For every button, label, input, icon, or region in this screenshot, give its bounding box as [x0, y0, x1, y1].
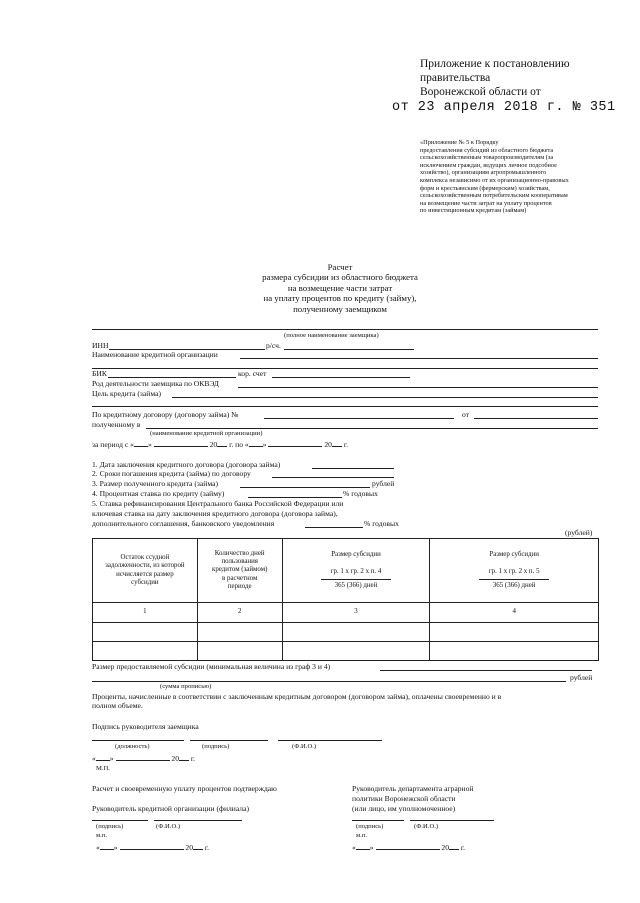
- reference-line: хозяйство), организациям агропромышленного: [420, 169, 547, 177]
- subsidy-amount-field[interactable]: [380, 670, 592, 671]
- amount-in-words-field[interactable]: [92, 681, 566, 682]
- table-cell[interactable]: [282, 623, 430, 642]
- borrower-date: « » 20 г.: [92, 754, 196, 763]
- year-prefix: 20: [209, 440, 218, 449]
- dept-head-line-3: (или лицо, им уполномоченное): [352, 804, 456, 813]
- item-5-unit: % годовых: [364, 519, 399, 528]
- credit-org-label: Наименование кредитной организации: [92, 350, 218, 359]
- item-3: 3. Размер полученного кредита (займа): [92, 479, 219, 488]
- table-header-row: [93, 539, 599, 603]
- reference-line: по инвестиционным кредитам (займам): [420, 207, 527, 215]
- table-cell[interactable]: [430, 623, 599, 642]
- bank-fio-caption: (Ф.И.О.): [156, 823, 181, 830]
- title-line: размера субсидии из областного бюджета: [262, 272, 418, 283]
- period-prefix: за период с «: [92, 440, 134, 449]
- reference-line: исключением граждан, ведущих личное подсобное: [420, 161, 557, 169]
- position-caption: (должность): [115, 743, 150, 750]
- table-cell[interactable]: [197, 642, 282, 661]
- date-year-field[interactable]: [449, 849, 459, 850]
- bik-label: БИК: [92, 369, 107, 378]
- received-field[interactable]: [146, 428, 598, 429]
- received-label: полученному в: [92, 420, 141, 429]
- table-col-number: 3: [282, 603, 430, 623]
- reference-line: комплекса независимо от их организационно-правовых: [420, 176, 569, 184]
- date-year-field[interactable]: [193, 849, 203, 850]
- period-end-month[interactable]: [268, 446, 322, 447]
- period-end-day[interactable]: [249, 446, 263, 447]
- date-year-field[interactable]: [179, 760, 189, 761]
- reference-line: сельскохозяйственным потребительским кооперативам: [420, 192, 568, 200]
- table-unit: (рублей): [565, 528, 593, 537]
- item-5-line-3: дополнительного соглашения, банковского уведомления: [92, 519, 275, 528]
- dept-date: « » 20 г.: [352, 843, 466, 852]
- table-cell[interactable]: [282, 642, 430, 661]
- header-line-1: Приложение к постановлению: [420, 58, 570, 70]
- borrower-name-line[interactable]: [92, 329, 598, 330]
- title-line: Расчет: [327, 262, 353, 272]
- reference-block: [420, 139, 569, 215]
- dept-head-line-2: политики Воронежской области: [352, 794, 456, 803]
- header-col-2: Количество дней пользования кредитом (займом) в расчетном периоде: [197, 539, 282, 603]
- signature-caption: (подпись): [202, 743, 230, 750]
- period-start-day[interactable]: [134, 446, 148, 447]
- purpose-field-2[interactable]: [92, 406, 598, 407]
- table-col-number: 1: [93, 603, 198, 623]
- header-line-3: Воронежской области от: [420, 86, 541, 98]
- period-start-year[interactable]: [217, 446, 227, 447]
- item-4-unit: % годовых: [343, 489, 378, 498]
- kor-field[interactable]: [272, 377, 410, 378]
- date-month-field[interactable]: [120, 849, 184, 850]
- contract-number-field[interactable]: [264, 418, 454, 419]
- year-prefix: 20: [324, 440, 332, 449]
- item-1: 1. Дата заключения кредитного договора (договора займа): [92, 460, 281, 469]
- okved-field[interactable]: [238, 387, 598, 388]
- dept-fio-caption: (Ф.И.О.): [414, 823, 439, 830]
- item-3-field[interactable]: [240, 487, 370, 488]
- purpose-label: Цель кредита (займа): [92, 389, 161, 398]
- table-cell[interactable]: [93, 623, 198, 642]
- credit-org-field-2[interactable]: [92, 368, 598, 369]
- kor-label: кор. счет: [238, 369, 267, 378]
- position-line[interactable]: [92, 740, 184, 741]
- item-4-field[interactable]: [248, 497, 342, 498]
- item-3-unit: рублей: [372, 479, 395, 488]
- period-to: г. по «: [229, 440, 249, 449]
- table-col-number: 2: [197, 603, 282, 623]
- interest-statement-2: полном объеме.: [92, 701, 143, 710]
- table-cell[interactable]: [430, 642, 599, 661]
- calculation-table: [92, 538, 599, 661]
- credit-org-caption: (наименование кредитной организации): [150, 430, 263, 437]
- title-line: полученному заемщиком: [293, 303, 387, 314]
- date-month-field[interactable]: [376, 849, 440, 850]
- purpose-field[interactable]: [172, 397, 598, 398]
- period-row: [92, 440, 348, 449]
- table-row: [93, 642, 599, 661]
- inn-label: ИНН: [92, 341, 109, 350]
- dept-head-line-1: Руководитель департамента аграрной: [352, 784, 474, 793]
- bank-signature-caption: (подпись): [96, 823, 124, 830]
- contract-label: По кредитному договору (договору займа) №: [92, 410, 239, 419]
- amount-words-caption: (сумма прописью): [160, 683, 212, 690]
- dept-seal-mark: м.п.: [356, 832, 367, 839]
- title-line: на возмещение части затрат: [287, 282, 393, 293]
- rs-label: р/сч.: [266, 341, 281, 350]
- subsidy-amount-label: Размер предоставляемой субсидии (минимальная величина из граф 3 и 4): [92, 662, 331, 671]
- table-col-number: 4: [430, 603, 599, 623]
- dept-signature-line[interactable]: [352, 820, 404, 821]
- reference-line: форм и крестьянским (фермерским) хозяйствам,: [420, 184, 550, 192]
- quote-close: »: [147, 440, 152, 449]
- fio-line[interactable]: [278, 740, 382, 741]
- header-col-3: Размер субсидии гр. 1 х гр. 2 х п. 4 365 (366) дней: [282, 539, 430, 603]
- reference-line: на возмещение части затрат на уплату процентов: [420, 199, 552, 207]
- borrower-head-sign-label: Подпись руководителя заемщика: [92, 722, 199, 731]
- bank-seal-mark: м.п.: [96, 832, 107, 839]
- quote-close: »: [262, 440, 267, 449]
- period-end-year[interactable]: [332, 446, 342, 447]
- item-5-line-2: ключевая ставка на дату заключения кредитного договора (договора займа),: [92, 509, 338, 518]
- rs-field[interactable]: [284, 349, 414, 350]
- signature-line[interactable]: [190, 740, 268, 741]
- bank-head-label: Руководитель кредитной организации (филиала): [92, 804, 249, 813]
- borrower-caption: (полное наименование заемщика): [284, 332, 379, 339]
- dept-signature-caption: (подпись): [356, 823, 384, 830]
- document-title: [240, 262, 440, 314]
- dept-fio-line[interactable]: [410, 820, 494, 821]
- table-row: [93, 623, 599, 642]
- table-number-row: [93, 603, 599, 623]
- fio-caption: (Ф.И.О.): [292, 743, 317, 750]
- item-4: 4. Процентная ставка по кредиту (займу): [92, 489, 225, 498]
- resolution-date-stamp: от 23 апреля 2018 г. № 351: [392, 100, 616, 115]
- header-line-2: правительства: [420, 72, 491, 84]
- reference-line: предоставления субсидий из областного бюджета: [420, 146, 554, 154]
- bik-field[interactable]: [108, 377, 236, 378]
- table-cell[interactable]: [93, 642, 198, 661]
- okved-label: Род деятельности заемщика по ОКВЭД: [92, 379, 219, 388]
- bank-signature-line[interactable]: [92, 820, 148, 821]
- date-day-field[interactable]: [100, 849, 114, 850]
- period-start-month[interactable]: [154, 446, 208, 447]
- date-day-field[interactable]: [96, 760, 110, 761]
- date-day-field[interactable]: [356, 849, 370, 850]
- header-col-4: Размер субсидии гр. 1 х гр. 2 х п. 5 365 (366) дней: [430, 539, 599, 603]
- bank-fio-line[interactable]: [154, 820, 242, 821]
- item-5-field[interactable]: [305, 527, 363, 528]
- item-2: 2. Сроки погашения кредита (займа) по договору: [92, 469, 251, 478]
- year-suffix: г.: [343, 440, 348, 449]
- reference-line: «Приложение № 5 к Порядку: [420, 139, 499, 146]
- bank-date: « » 20 г.: [96, 843, 210, 852]
- title-line: на уплату процентов по кредиту (займу),: [263, 293, 417, 304]
- confirm-label: Расчет и своевременную уплату процентов подтверждаю: [92, 784, 277, 793]
- table-cell[interactable]: [197, 623, 282, 642]
- reference-line: сельскохозяйственным товаропроизводителям (за: [420, 154, 554, 162]
- credit-org-field[interactable]: [240, 358, 598, 359]
- seal-mark: М.П.: [96, 765, 110, 772]
- contract-date-label: от: [462, 410, 470, 419]
- amount-unit: рублей: [570, 673, 593, 682]
- item-1-field[interactable]: [312, 468, 394, 469]
- header-col-1: Остаток ссудной задолженности, из которой исчисляется размер субсидии: [93, 539, 198, 603]
- contract-date-field[interactable]: [474, 418, 598, 419]
- item-5-line-1: 5. Ставка рефинансирования Центрального банка Российской Федерации или: [92, 499, 344, 508]
- item-2-field[interactable]: [272, 477, 394, 478]
- date-month-field[interactable]: [116, 760, 170, 761]
- interest-statement-1: Проценты, начисленные в соответствии с заключенным кредитным договором (договором займа), оплачены своевременно и в: [92, 692, 502, 701]
